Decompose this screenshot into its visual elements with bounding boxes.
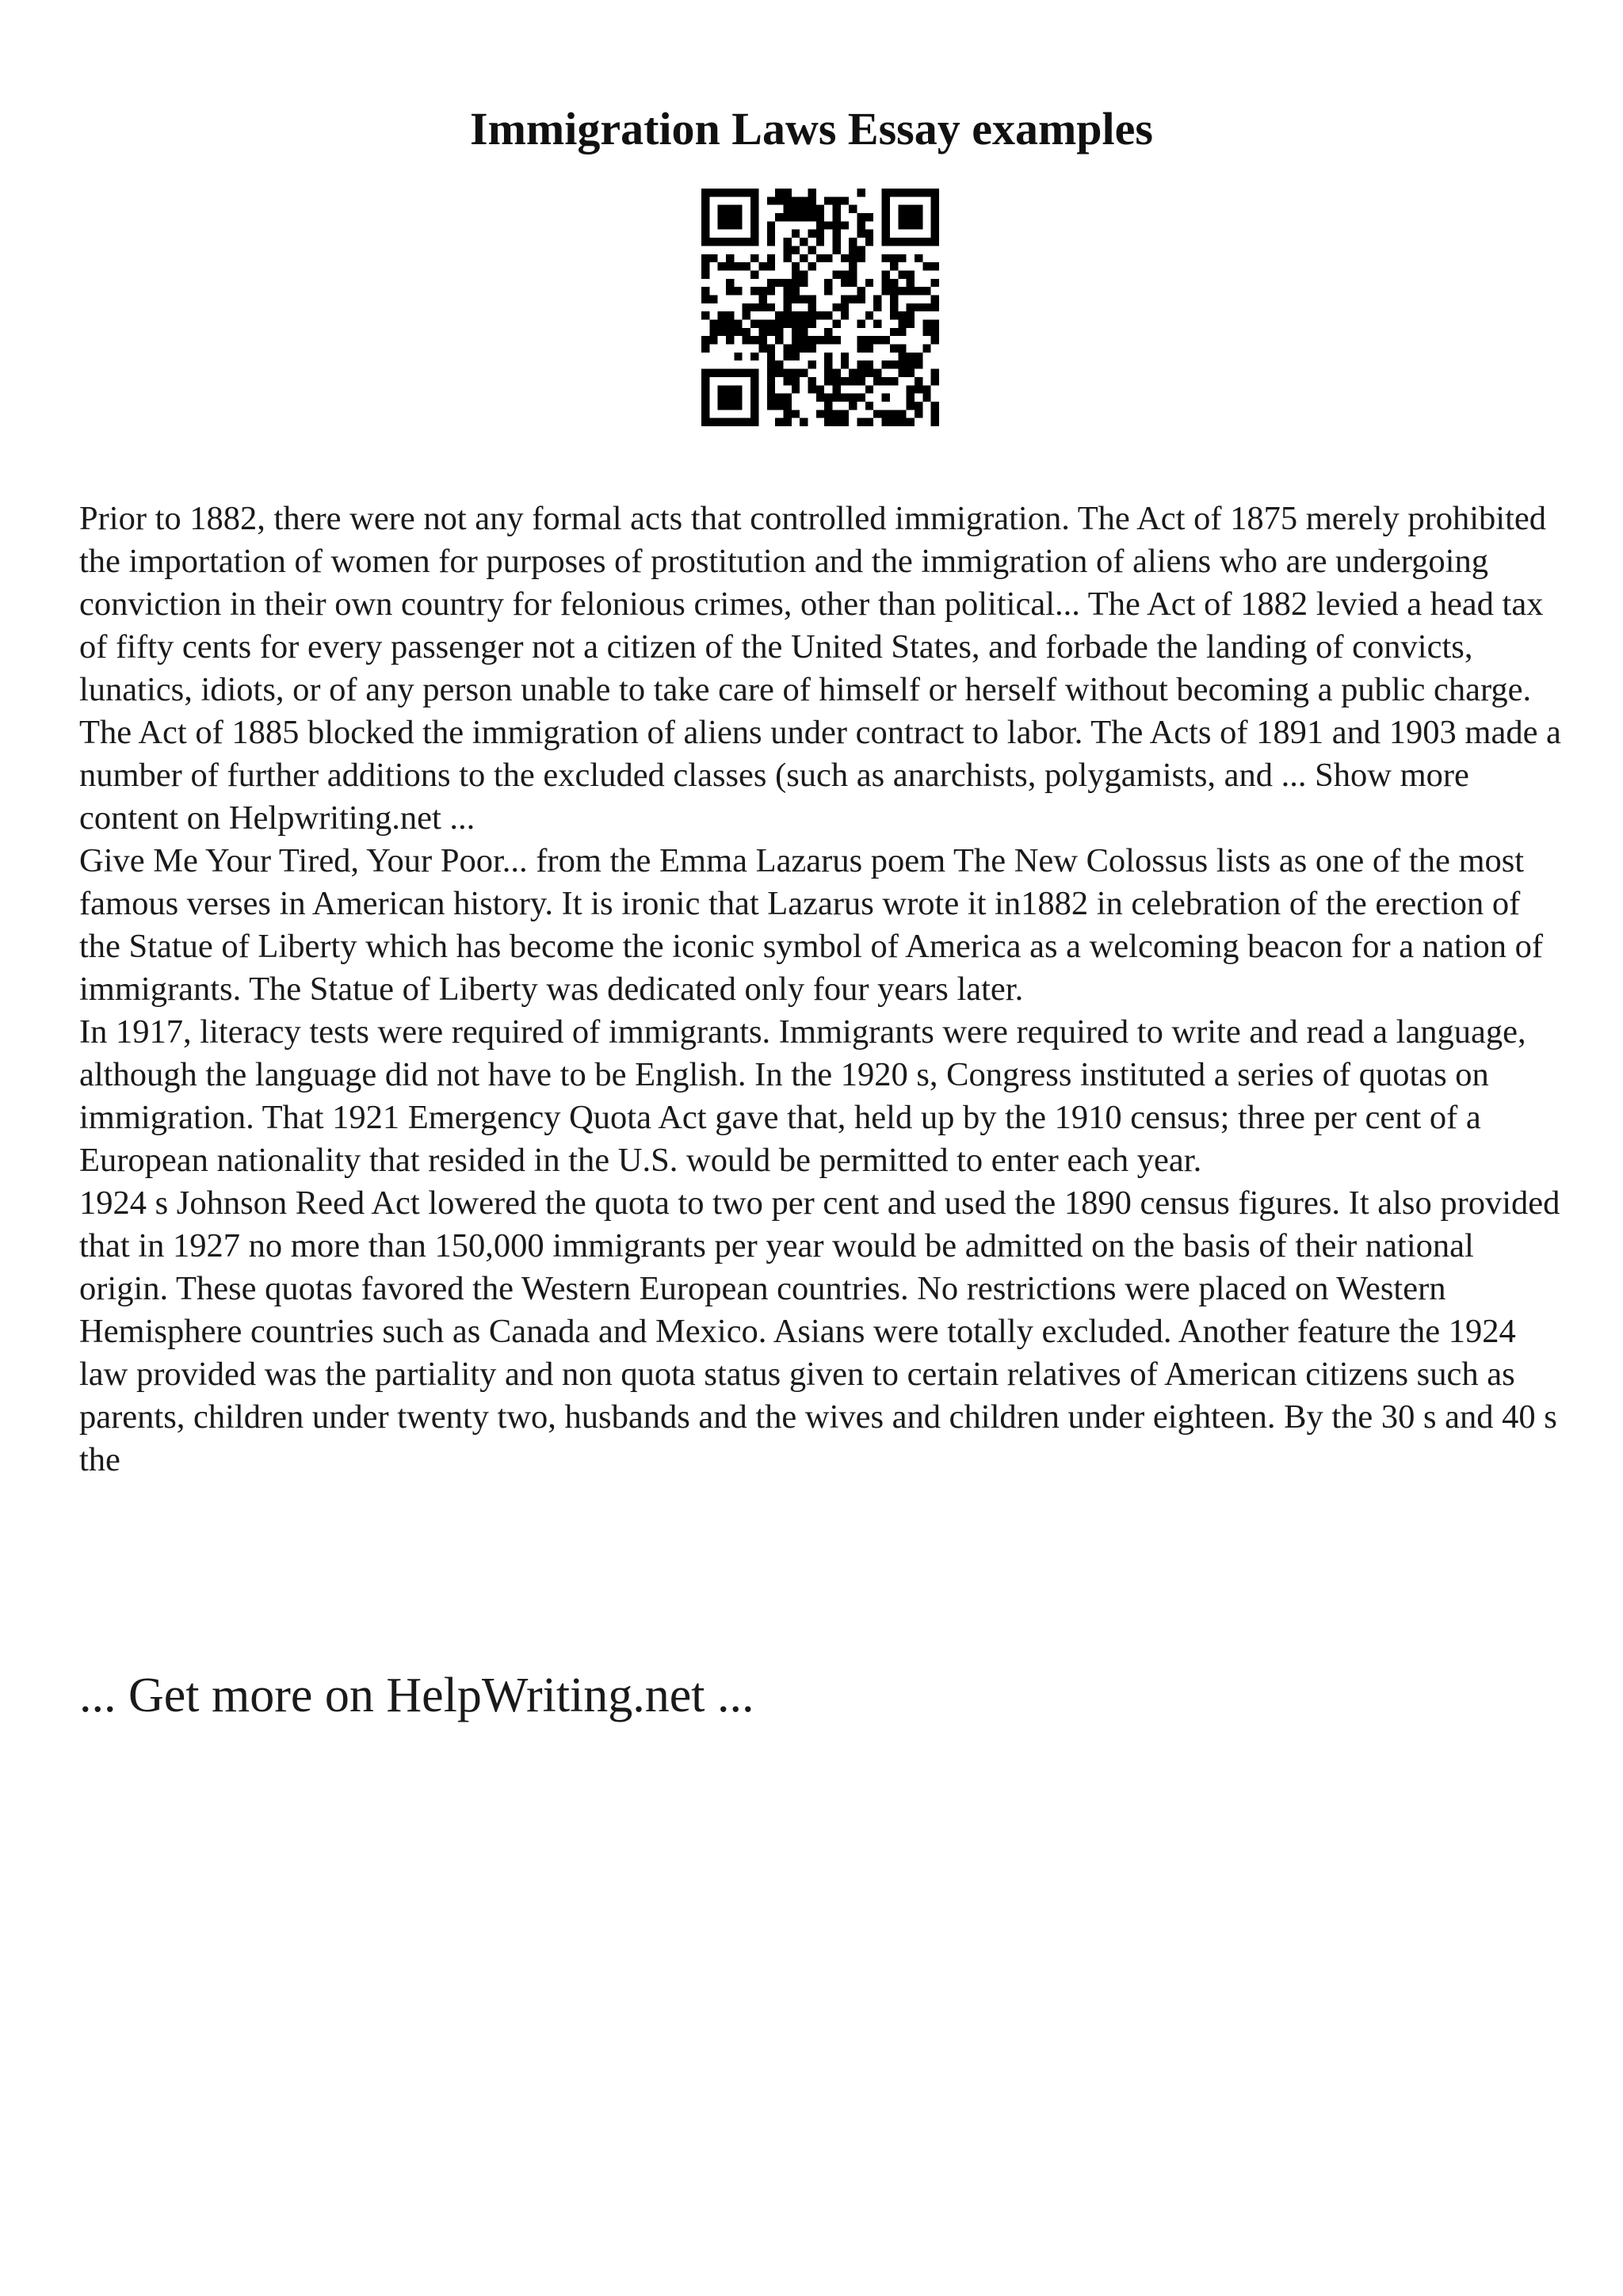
get-more-link[interactable]: ... Get more on HelpWriting.net ... [79,1669,754,1722]
paragraph: 1924 s Johnson Reed Act lowered the quota to two per cent and used the 1890 census figures. It also provided that in 1927 no more than 150,000 immigrants per year would be admitted on the basis of their national origin. These quotas favored the Western European countries. No restrictions were placed on Western Hemisphere countries such as Canada and Mexico. Asians were totally excluded. Another feature the 1924 law provided was the partiality and non quota status given to certain relatives of American citizens such as parents, children under twenty two, husbands and the wives and children under eighteen. By the 30 s and 40 s the [79,1184,1560,1478]
paragraph: In 1917, literacy tests were required of immigrants. Immigrants were required to write and read a language, although the language did not have to be English. In the 1920 s, Congress instituted a series of quotas on immigration. That 1921 Emergency Quota Act gave that, held up by the 1910 census; three per cent of a European nationality that resided in the U.S. would be permitted to enter each year. [79,1013,1526,1179]
paragraph: Prior to 1882, there were not any formal acts that controlled immigration. The Act of 1875 merely prohibited the importation of women for purposes of prostitution and the immigration of aliens who are undergoing conviction in their own country for felonious crimes, other than political... The Act of 1882 levied a head tax of fifty cents for every passenger not a citizen of the United States, and forbade the landing of convicts, lunatics, idiots, or of any person unable to take care of himself or herself without becoming a public charge. [79,500,1547,708]
document-title: Immigration Laws Essay examples [470,103,1153,154]
paragraph: Give Me Your Tired, Your Poor... from the Emma Lazarus poem The New Colossus lists as one of the most famous verses in American history. It is ironic that Lazarus wrote it in1882 in celebration of the erection of the Statue of Liberty which has become the iconic symbol of America as a welcoming beacon for a nation of immigrants. The Statue of Liberty was dedicated only four years later. [79,842,1543,1008]
qr-code-icon[interactable] [701,189,939,426]
essay-body [79,498,1561,1482]
paragraph: The Act of 1885 blocked the immigration of aliens under contract to labor. The Acts of 1891 and 1903 made a number of further additions to the excluded classes (such as anarchists, polygamists, and ... Show more content on Helpwriting.net ... [79,714,1561,837]
